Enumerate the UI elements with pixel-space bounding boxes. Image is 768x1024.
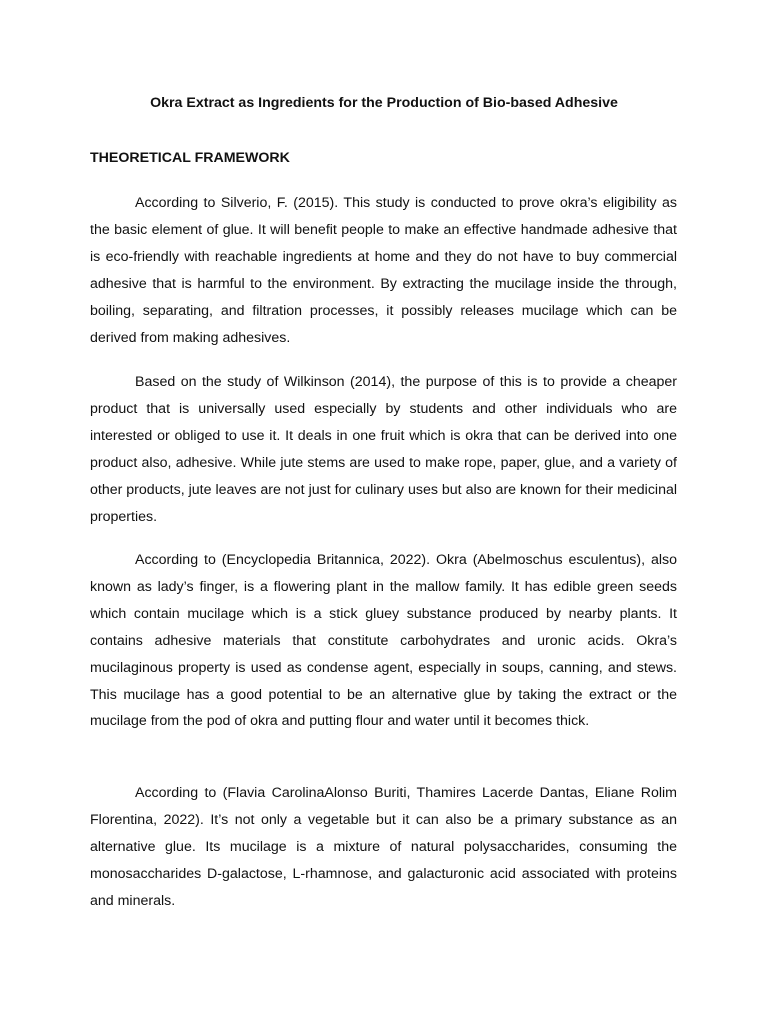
paragraph-britannica: According to (Encyclopedia Britannica, 2022). Okra (Abelmoschus esculentus), also known as lady’s finger, is a flowering plant in the mallow family. It has edible green seeds which contain mucilage which is a stick gluey substance produced by nearby plants. It contains adhesive materials that constitute carbohydrates and uronic acids. Okra’s mucilaginous property is used as condense agent, especially in soups, canning, and stews. This mucilage has a good potential to be an alternative glue by taking the extract or the mucilage from the pod of okra and putting flour and water until it becomes thick.: [90, 552, 677, 730]
paragraph-buriti: According to (Flavia CarolinaAlonso Buriti, Thamires Lacerde Dantas, Eliane Rolim Florentina, 2022). It’s not only a vegetable but it can also be a primary substance as an alternative glue. Its mucilage is a mixture of natural polysaccharides, consuming the monosaccharides D-galactose, L-rhamnose, and galacturonic acid associated with proteins and minerals.: [90, 785, 677, 909]
section-heading: THEORETICAL FRAMEWORK: [90, 150, 290, 166]
paragraph-wilkinson: Based on the study of Wilkinson (2014), the purpose of this is to provide a cheaper product that is universally used especially by students and other individuals who are interested or obliged to use it. It deals in one fruit which is okra that can be derived into one product also, adhesive. While jute stems are used to make rope, paper, glue, and a variety of other products, jute leaves are not just for culinary uses but also are known for their medicinal properties.: [90, 374, 677, 525]
document-title: Okra Extract as Ingredients for the Production of Bio-based Adhesive: [150, 95, 618, 111]
paragraph-silverio: According to Silverio, F. (2015). This study is conducted to prove okra’s eligibility as the basic element of glue. It will benefit people to make an effective handmade adhesive that is eco-friendly with reachable ingredients at home and they do not have to buy commercial adhesive that is harmful to the environment. By extracting the mucilage inside the through, boiling, separating, and filtration processes, it possibly releases mucilage which can be derived from making adhesives.: [90, 195, 677, 346]
